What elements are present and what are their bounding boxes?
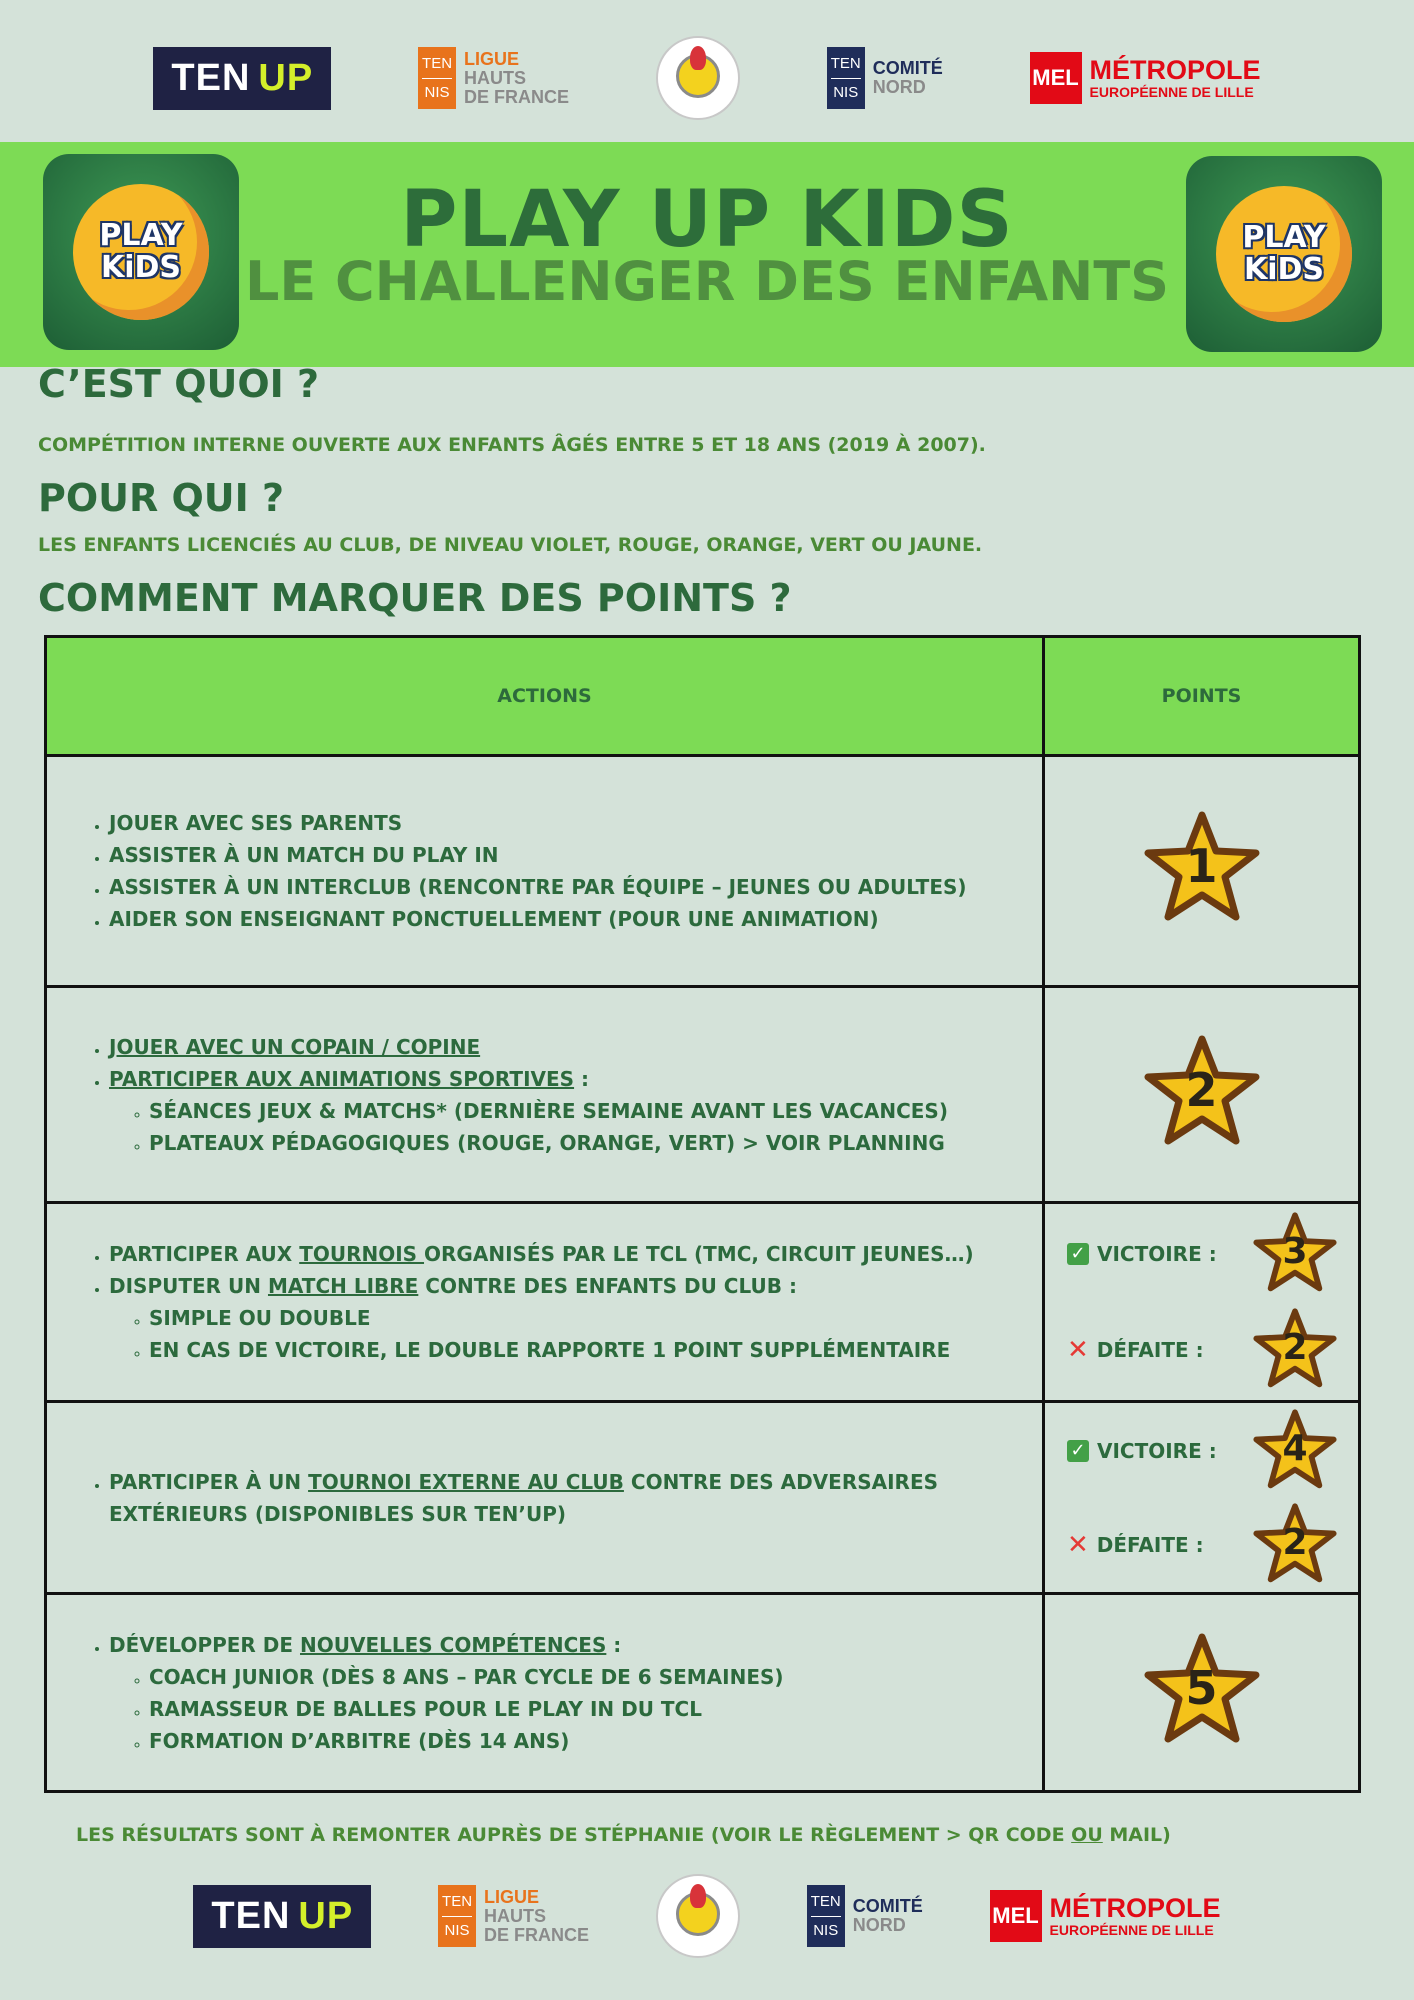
star-icon: 5 <box>1142 1633 1262 1749</box>
star-icon: 4 <box>1252 1409 1338 1493</box>
list-item: • DISPUTER UN MATCH LIBRE CONTRE DES ENFANTS DU CLUB : ◦ SIMPLE OU DOUBLE ◦ EN CAS DE VICTOIRE, LE DOUBLE RAPPORTE 1 POINT SUPPLÉMENTAIRE <box>109 1270 1012 1366</box>
table-row <box>46 1594 1360 1792</box>
cross-icon: ✕ <box>1067 1335 1089 1365</box>
list-item: ◦ RAMASSEUR DE BALLES POUR LE PLAY IN DU TCL <box>149 1693 1012 1725</box>
list-item: ◦ EN CAS DE VICTOIRE, LE DOUBLE RAPPORTE 1 POINT SUPPLÉMENTAIRE <box>149 1334 1012 1366</box>
table-row <box>46 756 1360 987</box>
row1-actions <box>46 756 1044 987</box>
star-icon: 2 <box>1252 1503 1338 1587</box>
comite-logo: TEN NIS COMITÉ NORD <box>807 1885 923 1947</box>
list-item: • ASSISTER À UN INTERCLUB (RENCONTRE PAR ÉQUIPE – JEUNES OU ADULTES) <box>109 871 1012 903</box>
page-title: PLAY UP KIDS <box>400 175 1014 265</box>
list-item: • PARTICIPER À UN TOURNOI EXTERNE AU CLUB CONTRE DES ADVERSAIRES EXTÉRIEURS (DISPONIBLES SUR TEN’UP) <box>109 1466 1012 1530</box>
star-icon: 1 <box>1142 811 1262 927</box>
list-item: • PARTICIPER AUX TOURNOIS ORGANISÉS PAR LE TCL (TMC, CIRCUIT JEUNES…) <box>109 1238 1012 1270</box>
row2-actions <box>46 987 1044 1203</box>
results-note: LES RÉSULTATS SONT À REMONTER AUPRÈS DE STÉPHANIE (VOIR LE RÈGLEMENT > QR CODE OU MAIL) <box>76 1824 1171 1846</box>
what-text: COMPÉTITION INTERNE OUVERTE AUX ENFANTS ÂGÉS ENTRE 5 ET 18 ANS (2019 À 2007). <box>38 434 986 456</box>
ligue-logo: TEN NIS LIGUE HAUTS DE FRANCE <box>438 1885 589 1947</box>
who-text: LES ENFANTS LICENCIÉS AU CLUB, DE NIVEAU VIOLET, ROUGE, ORANGE, VERT OU JAUNE. <box>38 534 983 556</box>
check-icon: ✓ <box>1067 1243 1089 1265</box>
list-item: • JOUER AVEC SES PARENTS <box>109 807 1012 839</box>
play-up-kids-logo-right: PLAY KiDS <box>1186 156 1382 352</box>
club-badge-logo <box>656 1874 740 1958</box>
list-item: • ASSISTER À UN MATCH DU PLAY IN <box>109 839 1012 871</box>
row4-points: ✓ VICTOIRE : 4 ✕ DÉFAITE : 2 <box>1044 1402 1360 1594</box>
row5-actions <box>46 1594 1044 1792</box>
check-icon: ✓ <box>1067 1440 1089 1462</box>
cross-icon: ✕ <box>1067 1529 1089 1560</box>
star-icon: 2 <box>1252 1308 1338 1392</box>
actions-header: ACTIONS <box>46 637 1044 756</box>
row4-actions <box>46 1402 1044 1594</box>
ligue-logo: TEN NIS LIGUE HAUTS DE FRANCE <box>418 47 569 109</box>
comite-tennis-box: TEN NIS <box>807 1885 845 1947</box>
comite-tennis-box: TEN NIS <box>827 47 865 109</box>
list-item: ◦ PLATEAUX PÉDAGOGIQUES (ROUGE, ORANGE, VERT) > VOIR PLANNING <box>149 1127 1012 1159</box>
list-item: • PARTICIPER AUX ANIMATIONS SPORTIVES : ◦ SÉANCES JEUX & MATCHS* (DERNIÈRE SEMAINE AVANT LES VACANCES) ◦ PLATEAUX PÉDAGOGIQUES (ROUGE, ORANGE, VERT) > VOIR PLANNING <box>109 1063 1012 1159</box>
list-item: • DÉVELOPPER DE NOUVELLES COMPÉTENCES : ◦ COACH JUNIOR (DÈS 8 ANS – PAR CYCLE DE 6 SEMAINES) ◦ RAMASSEUR DE BALLES POUR LE PLAY IN DU TCL ◦ FORMATION D’ARBITRE (DÈS 14 ANS) <box>109 1629 1012 1757</box>
partner-logos-bottom <box>0 1860 1414 1972</box>
list-item: • AIDER SON ENSEIGNANT PONCTUELLEMENT (POUR UNE ANIMATION) <box>109 903 1012 935</box>
partner-logos-top <box>0 22 1414 134</box>
points-header: POINTS <box>1044 637 1360 756</box>
club-badge-logo <box>656 36 740 120</box>
mel-logo: MEL MÉTROPOLE EUROPÉENNE DE LILLE <box>1030 52 1261 104</box>
table-row <box>46 987 1360 1203</box>
how-heading: COMMENT MARQUER DES POINTS ? <box>38 576 792 620</box>
who-heading: POUR QUI ? <box>38 476 285 520</box>
points-table <box>44 635 1361 1793</box>
list-item: ◦ FORMATION D’ARBITRE (DÈS 14 ANS) <box>149 1725 1012 1757</box>
row3-actions <box>46 1203 1044 1402</box>
tenup-logo: TEN UP <box>153 47 331 110</box>
row3-points: ✓ VICTOIRE : 3 ✕ DÉFAITE : 2 <box>1044 1203 1360 1402</box>
list-item: ◦ SÉANCES JEUX & MATCHS* (DERNIÈRE SEMAINE AVANT LES VACANCES) <box>149 1095 1012 1127</box>
row1-points <box>1044 756 1360 987</box>
ligue-tennis-box: TEN NIS <box>438 1885 476 1947</box>
mel-logo: MEL MÉTROPOLE EUROPÉENNE DE LILLE <box>990 1890 1221 1942</box>
star-icon: 2 <box>1142 1035 1262 1151</box>
ligue-tennis-box: TEN NIS <box>418 47 456 109</box>
tenup-logo: TEN UP <box>193 1885 371 1948</box>
list-item: ◦ SIMPLE OU DOUBLE <box>149 1302 1012 1334</box>
row5-points <box>1044 1594 1360 1792</box>
table-row <box>46 1203 1360 1402</box>
play-up-kids-logo-left: PLAY KiDS <box>43 154 239 350</box>
list-item: • JOUER AVEC UN COPAIN / COPINE <box>109 1031 1012 1063</box>
what-heading: C’EST QUOI ? <box>38 362 320 406</box>
page-subtitle: LE CHALLENGER DES ENFANTS <box>244 250 1170 313</box>
table-row <box>46 1402 1360 1594</box>
star-icon: 3 <box>1252 1212 1338 1296</box>
row2-points <box>1044 987 1360 1203</box>
list-item: ◦ COACH JUNIOR (DÈS 8 ANS – PAR CYCLE DE 6 SEMAINES) <box>149 1661 1012 1693</box>
comite-logo: TEN NIS COMITÉ NORD <box>827 47 943 109</box>
